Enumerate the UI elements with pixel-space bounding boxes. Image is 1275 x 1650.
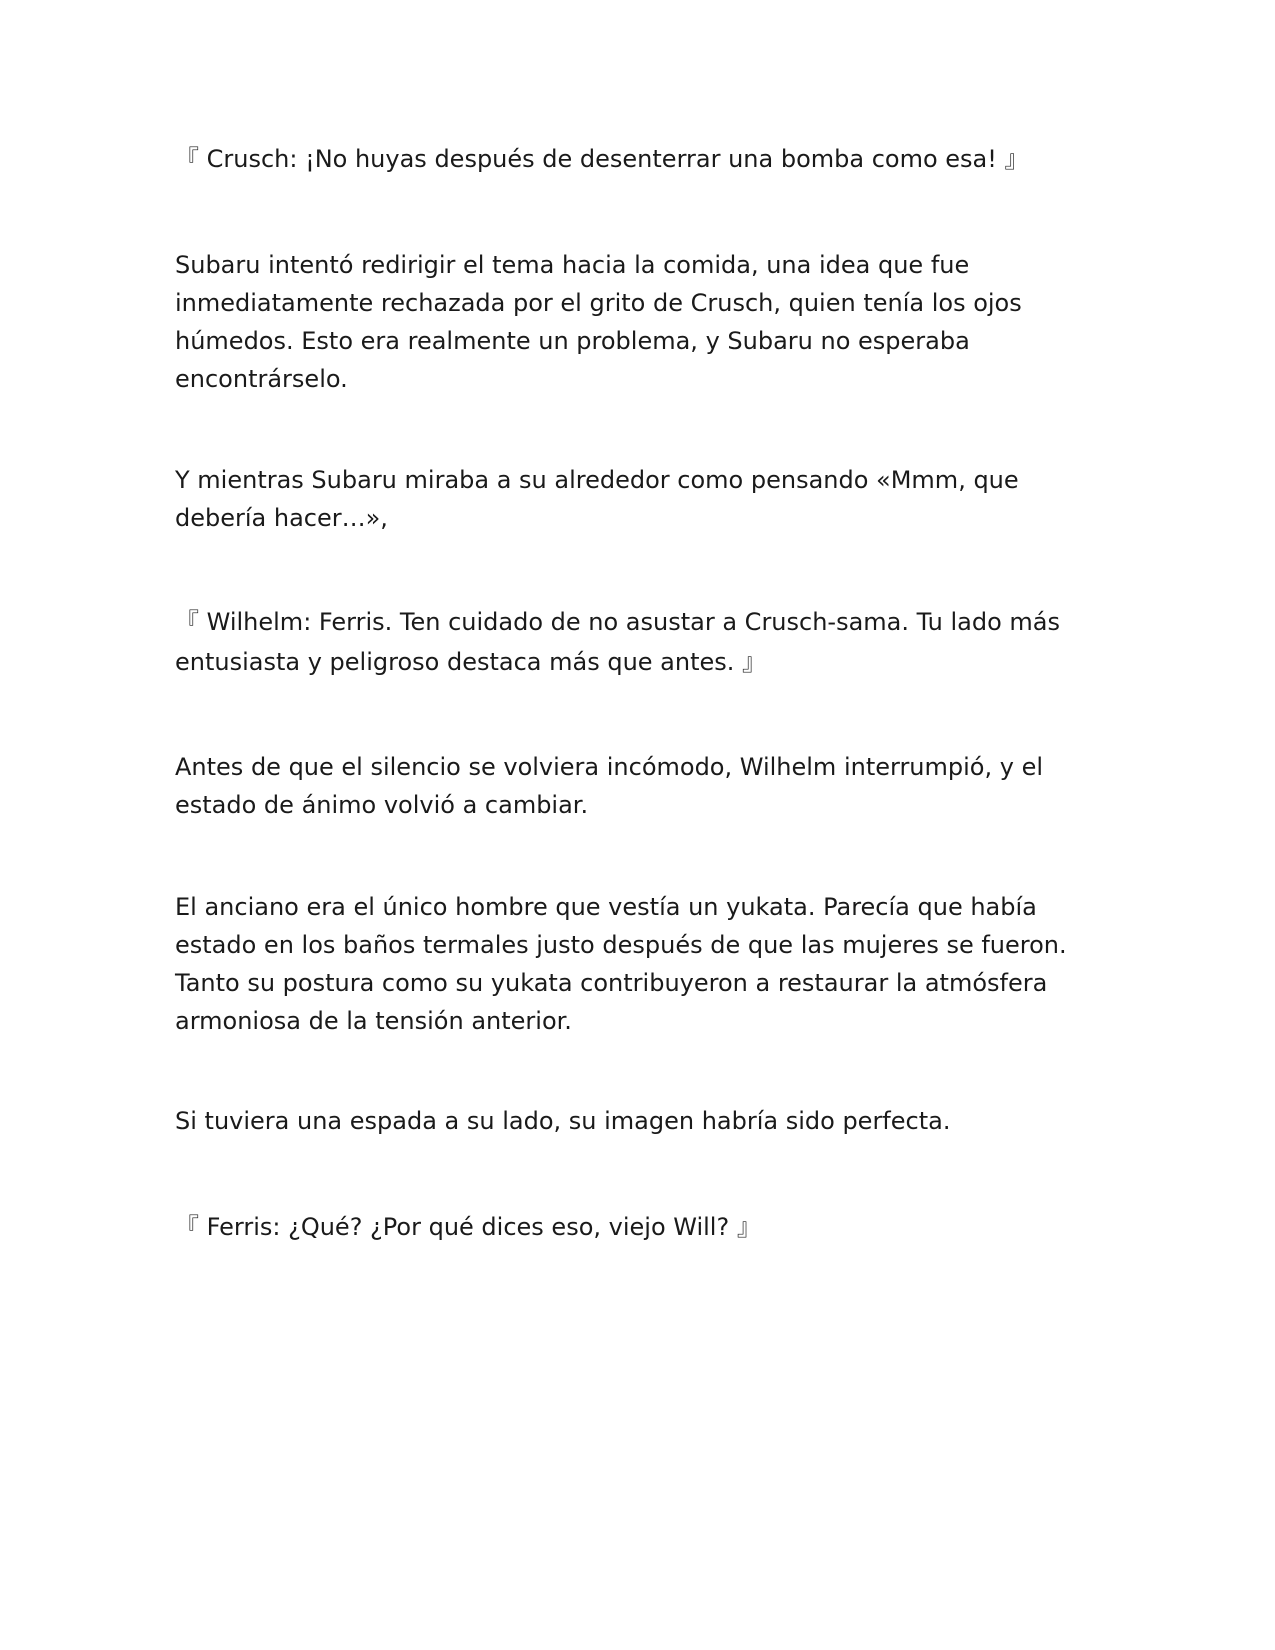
paragraph-wilhelm-interrupts <box>175 748 1075 824</box>
text-line: 『 Ferris: ¿Qué? ¿Por qué dices eso, viejo Will? 』 <box>175 1213 761 1241</box>
text-line: entusiasta y peligroso destaca más que antes. 』 <box>175 648 767 676</box>
text-line: 『 Wilhelm: Ferris. Ten cuidado de no asustar a Crusch-sama. Tu lado más <box>175 608 1061 636</box>
text-line: armoniosa de la tensión anterior. <box>175 1007 572 1035</box>
text-line: Antes de que el silencio se volviera incómodo, Wilhelm interrumpió, y el <box>175 753 1044 781</box>
text-line: encontrárselo. <box>175 365 348 393</box>
text-line: húmedos. Esto era realmente un problema, y Subaru no esperaba <box>175 327 970 355</box>
text-line: inmediatamente rechazada por el grito de Crusch, quien tenía los ojos <box>175 289 1022 317</box>
text-line: Subaru intentó redirigir el tema hacia la comida, una idea que fue <box>175 251 970 279</box>
dialogue-crusch <box>175 140 1075 178</box>
text-line: Y mientras Subaru miraba a su alrededor como pensando «Mmm, que <box>175 466 1019 494</box>
text-line: 『 Crusch: ¡No huyas después de desenterrar una bomba como esa! 』 <box>175 145 1029 173</box>
dialogue-ferris <box>175 1208 1075 1246</box>
text-line: estado de ánimo volvió a cambiar. <box>175 791 589 819</box>
paragraph-subaru-redirect <box>175 246 1075 398</box>
text-line: estado en los baños termales justo después de que las mujeres se fueron. <box>175 931 1067 959</box>
text-line: El anciano era el único hombre que vestía un yukata. Parecía que había <box>175 893 1037 921</box>
dialogue-wilhelm <box>175 603 1075 681</box>
text-line: Si tuviera una espada a su lado, su imagen habría sido perfecta. <box>175 1107 951 1135</box>
paragraph-subaru-looking <box>175 461 1075 537</box>
paragraph-yukata <box>175 888 1075 1040</box>
paragraph-sword <box>175 1102 1075 1140</box>
text-line: Tanto su postura como su yukata contribuyeron a restaurar la atmósfera <box>175 969 1048 997</box>
text-line: debería hacer…», <box>175 504 388 532</box>
